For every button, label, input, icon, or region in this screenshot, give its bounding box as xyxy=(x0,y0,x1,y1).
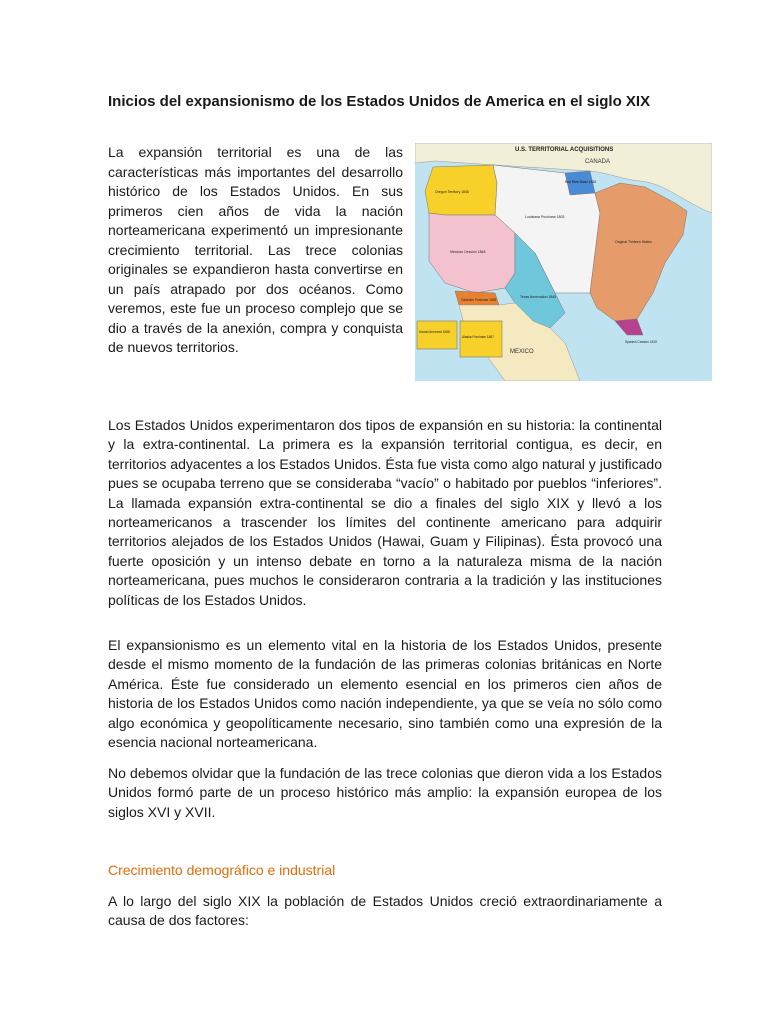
intro-paragraph: La expansión territorial es una de las características más importantes del desarrollo histórico de los Estados Unidos. En sus primeros cien años de vida la nación norteamericana experimentó un impresionante crecimiento territorial. Las trece colonias originales se expandieron hasta convertirse en un país atrapado por dos océanos. Como veremos, este fue un proceso complejo que se dio a través de la anexión, compra y conquista de nuevos territorios. xyxy=(108,144,403,355)
paragraph-expansion-types: Los Estados Unidos experimentaron dos tipos de expansión en su historia: la continental y la extra-continental. La primera es la expansión territorial contigua, es decir, en territorios adyacentes a los Estados Unidos. Ésta fue vista como algo natural y justificado pues se ocupaba terreno que se consideraba “vacío” o habitado por pueblos “inferiores”. La llamada expansión extra-continental se dio a finales del siglo XIX y llevó a los norteamericanos a trascender los límites del continente americano para adquirir territorios alejados de los Estados Unidos (Hawai, Guam y Filipinas). Ésta provocó una fuerte oposición y un intenso debate en torno a la naturaleza misma de la nación norteamericana, pues muchos le consideraron contraria a la tradición y las instituciones políticas de los Estados Unidos. xyxy=(108,417,662,608)
map-inset-alaska xyxy=(460,321,502,357)
map-label-mexican-cession: Mexican Cession 1848 xyxy=(450,250,486,254)
section-heading: Crecimiento demográfico e industrial xyxy=(108,862,336,878)
map-label-louisiana: Louisiana Purchase 1803 xyxy=(525,215,565,219)
paragraph-colonies: No debemos olvidar que la fundación de las trece colonias que dieron vida a los Estados Unidos formó parte de un proceso histórico más amplio: la expansión europea de los siglos XVI y XVII. xyxy=(108,765,662,820)
map-label-alaska: Alaska Purchase 1867 xyxy=(462,335,494,339)
page-title: Inicios del expansionismo de los Estados Unidos de America en el siglo XIX xyxy=(108,93,651,110)
map-label-gadsden: Gadsden Purchase 1853 xyxy=(461,298,497,302)
paragraph-expansionism: El expansionismo es un elemento vital en la historia de los Estados Unidos, presente desde el mismo momento de la fundación de las primeras colonias británicas en Norte América. Éste fue considerado un elemento esencial en los primeros cien años de historia de los Estados Unidos como nación independiente, ya que se veía no sólo como algo económica y geopolíticamente necesario, sino también como una expresión de la esencia nacional norteamericana. xyxy=(108,637,662,751)
map-label-hawaii: Hawaii Annexed 1898 xyxy=(419,330,450,334)
map-label-texas: Texas Annexation 1845 xyxy=(520,295,557,299)
map-label-oregon: Oregon Territory 1846 xyxy=(435,190,469,194)
map-label-red-river: Red River Basin 1818 xyxy=(565,180,597,184)
map-title: U.S. TERRITORIAL ACQUISITIONS xyxy=(515,147,614,153)
map-label-canada: CANADA xyxy=(585,159,611,165)
map-label-original: Original Thirteen States xyxy=(615,240,652,244)
paragraph-population: A lo largo del siglo XIX la población de Estados Unidos creció extraordinariamente a causa de dos factores: xyxy=(108,893,662,929)
map-inset-hawaii xyxy=(417,321,457,349)
map-label-mexico: MEXICO xyxy=(510,349,534,355)
territorial-acquisitions-map xyxy=(415,143,712,381)
map-label-florida: Spanish Cession 1819 xyxy=(625,340,657,344)
